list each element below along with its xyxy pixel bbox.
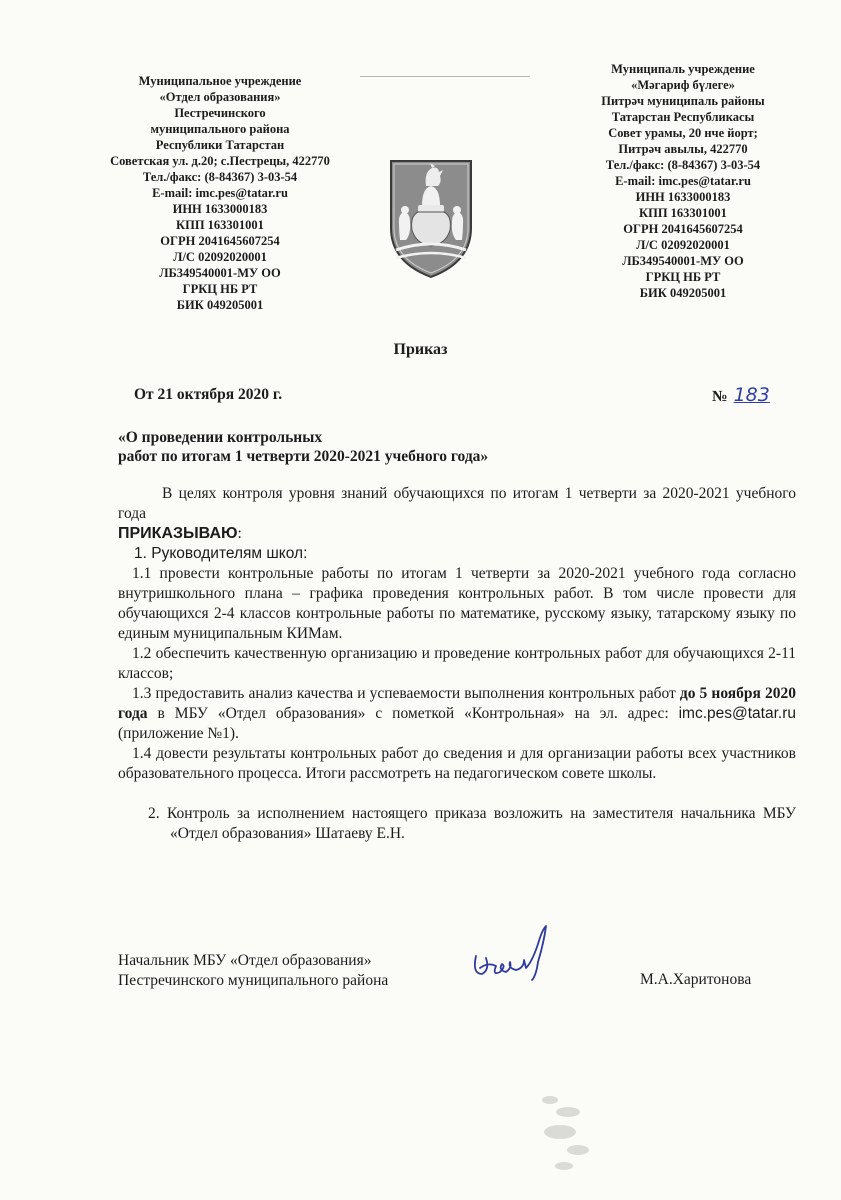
header-left-line-15: БИК 049205001 [176, 298, 264, 312]
item-1-4: 1.4 довести результаты контрольных работ до сведения и для организации работы всех участников образовательного процесса. Итоги рассмотреть на педагогическом совете школы. [118, 745, 796, 782]
header-right-line-15: БИК 049205001 [639, 286, 727, 300]
header-right-line-11: ОГРН 2041645607254 [623, 222, 743, 236]
header-right-line-2: «Мәгариф бүлеге» [631, 78, 735, 92]
order-heading [118, 524, 796, 544]
header-left-line-5: Республики Татарстан [155, 138, 285, 152]
header-left-line-7: Тел./факс: (8-84367) 3-03-54 [142, 170, 298, 184]
header-right-line-6: Питрәч авылы, 422770 [618, 142, 748, 156]
order-word: ПРИКАЗЫВАЮ [118, 525, 238, 542]
header-left-line-10: КПП 163301001 [176, 218, 264, 232]
order-subject [118, 428, 488, 466]
intro-paragraph: В целях контроля уровня знаний обучающихся по итогам 1 четверти за 2020-2021 учебного года [118, 485, 796, 522]
subject-line-2: работ по итогам 1 четверти 2020-2021 учебного года» [118, 448, 489, 465]
signer-name: М.А.Харитонова [640, 971, 752, 988]
header-right-line-5: Совет урамы, 20 нче йорт; [608, 126, 758, 140]
signature-block [118, 951, 388, 991]
header-right-line-1: Муниципаль учреждение [611, 62, 755, 76]
order-date: От 21 октября 2020 г. [134, 386, 283, 403]
header-right-line-14: ГРКЦ НБ РТ [645, 270, 721, 284]
header-right-line-9: ИНН 1633000183 [635, 190, 731, 204]
header-left-line-1: Муниципальное учреждение [138, 74, 302, 88]
document-title: Приказ [393, 341, 448, 358]
order-number-handwritten: 183 [733, 384, 770, 406]
item-1-3 [118, 684, 796, 744]
item-1-heading: 1. Руководителям школ: [134, 545, 308, 562]
header-right-org-details [568, 61, 798, 301]
header-left-line-12: Л/С 02092020001 [173, 250, 267, 264]
header-right-line-10: КПП 163301001 [639, 206, 727, 220]
handwritten-signature-icon [466, 922, 562, 986]
subject-line-1: «О проведении контрольных [118, 429, 323, 446]
header-left-line-2: «Отдел образования» [159, 90, 281, 104]
header-left-line-3: Пестречинского [174, 106, 266, 120]
item-1-3-text-2: в МБУ «Отдел образования» с пометкой «Контрольная» на эл. адрес: [147, 705, 679, 722]
header-right-line-7: Тел./факс: (8-84367) 3-03-54 [605, 158, 761, 172]
smudge-mark-icon [520, 1080, 610, 1180]
position-line-1: Начальник МБУ «Отдел образования» [118, 952, 372, 969]
order-body [118, 484, 796, 844]
header-left-org-details [95, 73, 345, 313]
item-1-3-appendix: (приложение №1). [118, 725, 239, 742]
header-right-line-13: ЛБ349540001-МУ ОО [622, 254, 744, 268]
header-left-line-6: Советская ул. д.20; с.Пестрецы, 422770 [110, 154, 330, 168]
header-left-line-11: ОГРН 2041645607254 [160, 234, 280, 248]
order-colon: : [237, 525, 242, 542]
order-number-label: № [712, 388, 728, 405]
item-1-1: 1.1 провести контрольные работы по итогам 1 четверти за 2020-2021 учебного года согласно внутришкольного плана – графика проведения контрольных работ. В том числе провести для обучающихся 2-4 классов контрольные работы по математике, русскому языку, татарскому языку по единым муниципальным КИМам. [118, 565, 796, 642]
header-left-line-4: муниципального района [150, 122, 290, 136]
header-left-line-9: ИНН 1633000183 [172, 202, 268, 216]
email-link[interactable]: imc.pes@tatar.ru [678, 705, 796, 722]
header-right-line-4: Татарстан Республикасы [611, 110, 755, 124]
header-left-line-14: ГРКЦ НБ РТ [182, 282, 258, 296]
item-2: 2. Контроль за исполнением настоящего приказа возложить на заместителя начальника МБУ «Отдел образования» Шатаеву Е.Н. [148, 805, 796, 842]
order-number [712, 384, 770, 406]
header-right-line-3: Питрәч муниципаль районы [601, 94, 765, 108]
position-line-2: Пестречинского муниципального района [118, 972, 389, 989]
header-right-line-8: E-mail: imc.pes@tatar.ru [615, 174, 751, 188]
coat-of-arms-icon [388, 158, 474, 280]
header-right-line-12: Л/С 02092020001 [636, 238, 730, 252]
top-rule-divider [360, 76, 530, 77]
item-1-3-deadline: до 5 ноября 2020 года [118, 685, 796, 722]
item-1-3-text: 1.3 предоставить анализ качества и успеваемости выполнения контрольных работ [132, 685, 676, 702]
header-left-line-8: E-mail: imc.pes@tatar.ru [152, 186, 288, 200]
item-1-2: 1.2 обеспечить качественную организацию и проведение контрольных работ для обучающихся 2-11 классов; [118, 645, 796, 682]
header-left-line-13: ЛБ349540001-МУ ОО [159, 266, 281, 280]
